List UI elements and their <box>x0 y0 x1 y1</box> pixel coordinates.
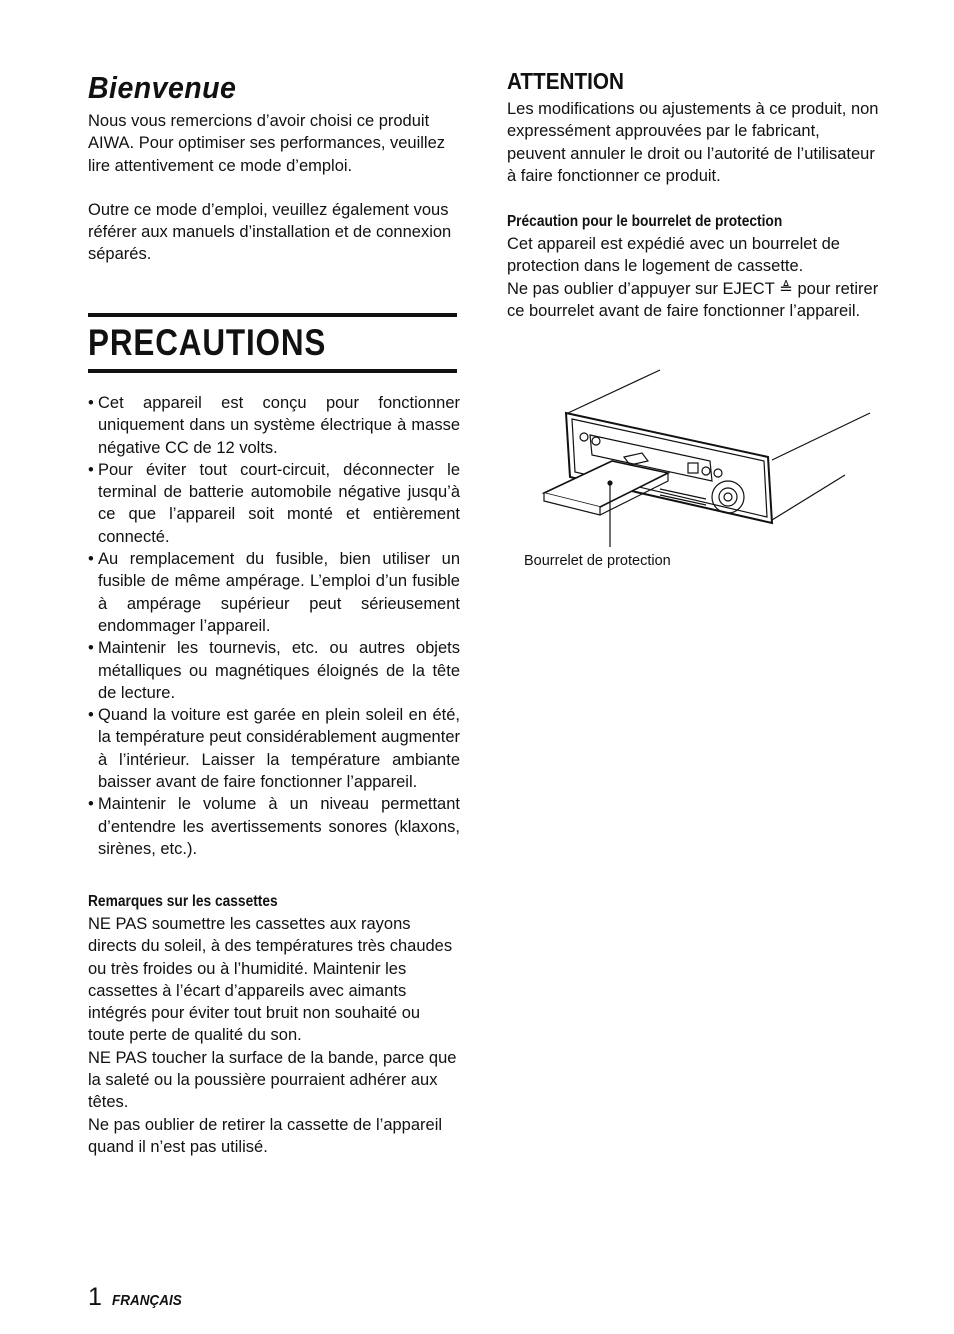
precaution-item: • Maintenir le volume à un niveau permettant d’entendre les avertissements sonores (klaxons, sirènes, etc.). <box>88 795 460 858</box>
bourrelet-heading: Précaution pour le bourrelet de protection <box>507 213 783 231</box>
page-number: 1 <box>88 1283 102 1311</box>
cassettes-section <box>88 893 460 1158</box>
cassettes-paragraph-1: NE PAS soumettre les cassettes aux rayons directs du soleil, à des températures très chaudes ou très froides ou à l’humidité. Maintenir les cassettes à l’écart d’appareils avec aimants intégrés pour éviter tout bruit non souhaité ou toute perte de qualité du son. <box>88 915 453 1045</box>
welcome-title: Bienvenue <box>88 70 237 105</box>
precautions-rule-top <box>88 313 457 317</box>
precautions-rule-bottom <box>88 369 457 373</box>
car-stereo-illustration <box>520 365 880 550</box>
bourrelet-paragraph-2: Ne pas oublier d’appuyer sur EJECT ≜ pour retirer ce bourrelet avant de faire fonctionner l’appareil. <box>507 279 879 321</box>
welcome-section <box>88 68 460 266</box>
page-footer <box>88 1283 189 1312</box>
cassettes-paragraph-2: NE PAS toucher la surface de la bande, parce que la saleté ou la poussière pourraient adhérer aux têtes. <box>88 1048 457 1112</box>
attention-paragraph: Les modifications ou ajustements à ce produit, non expressément approuvées par le fabricant, peuvent annuler le droit ou l’autorité de l’utilisateur à faire fonctionner ce produit. <box>507 100 879 185</box>
attention-section <box>507 68 879 322</box>
figure-caption: Bourrelet de protection <box>524 553 671 569</box>
footer-language: FRANÇAIS <box>111 1292 182 1309</box>
precaution-item: • Maintenir les tournevis, etc. ou autres objets métalliques ou magnétiques éloignés de la tête de lecture. <box>88 639 460 702</box>
cassettes-paragraph-3: Ne pas oublier de retirer la cassette de l’appareil quand il n’est pas utilisé. <box>88 1115 443 1156</box>
precaution-item: • Au remplacement du fusible, bien utiliser un fusible de même ampérage. L’emploi d’un fusible à ampérage supérieur peut sérieusement endommager l’appareil. <box>88 550 460 635</box>
precautions-title: PRECAUTIONS <box>88 322 327 363</box>
cassettes-heading: Remarques sur les cassettes <box>88 893 278 910</box>
precaution-item: • Pour éviter tout court-circuit, déconnecter le terminal de batterie automobile négative jusqu’à ce que l’appareil soit monté et entièrement connecté. <box>88 460 460 546</box>
attention-title: ATTENTION <box>507 68 624 94</box>
welcome-paragraph-2: Outre ce mode d’emploi, veuillez également vous référer aux manuels d’installation et de connexion séparés. <box>88 200 452 264</box>
precautions-list <box>88 392 460 860</box>
welcome-paragraph-1: Nous vous remercions d’avoir choisi ce produit AIWA. Pour optimiser ses performances, veuillez lire attentivement ce mode d’emploi. <box>88 112 446 175</box>
precaution-item: • Quand la voiture est garée en plein soleil en été, la température peut considérablement augmenter à l’intérieur. Laisser la température ambiante baisser avant de faire fonctionner l’appareil. <box>88 706 460 792</box>
precaution-item: • Cet appareil est conçu pour fonctionner uniquement dans un système électrique à masse négative CC de 12 volts. <box>88 394 460 457</box>
bourrelet-paragraph-1: Cet appareil est expédié avec un bourrelet de protection dans le logement de cassette. <box>507 235 840 276</box>
